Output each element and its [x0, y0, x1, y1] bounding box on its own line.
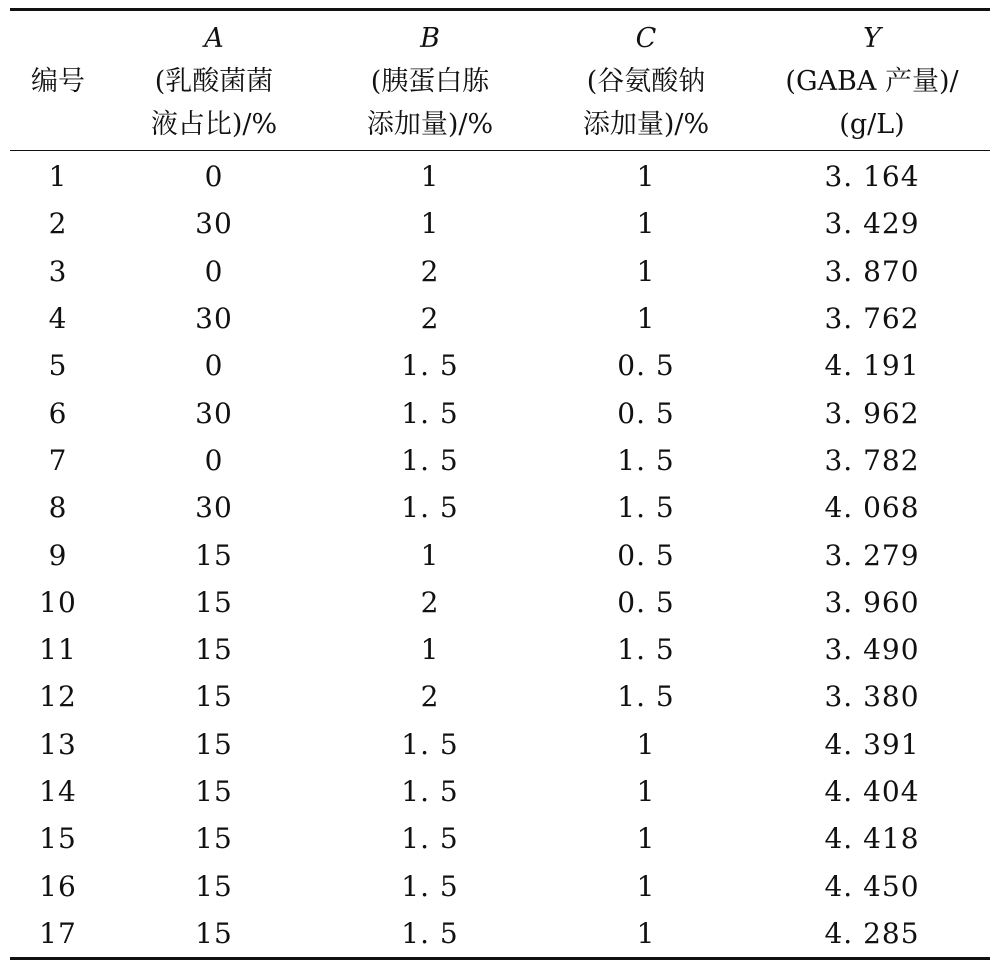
table-row — [10, 295, 990, 342]
header-factor-b — [322, 10, 538, 151]
cell-factor-b: 1. 5 — [401, 775, 459, 808]
results-table-container — [10, 8, 990, 960]
cell-response-y: 3. 490 — [824, 633, 920, 667]
cell-factor-a: 15 — [195, 680, 233, 714]
cell-factor-b: 1 — [420, 160, 440, 194]
cell-factor-c: 1 — [636, 207, 656, 241]
cell-factor-a: 15 — [195, 727, 233, 761]
header-line: (g/L) — [839, 109, 905, 140]
header-line: (GABA 产量)/ — [785, 66, 959, 97]
cell-response-y: 4. 418 — [824, 822, 920, 856]
cell-factor-b: 2 — [420, 254, 440, 288]
cell-factor-a: 15 — [195, 585, 233, 619]
cell-factor-c: 1 — [636, 160, 656, 194]
header-line — [10, 17, 106, 60]
cell-run-number: 16 — [39, 869, 77, 903]
cell-run-number: 9 — [48, 538, 68, 572]
cell-response-y: 4. 450 — [824, 869, 920, 903]
cell-run-number: 13 — [39, 727, 77, 761]
cell-factor-a: 30 — [195, 302, 233, 336]
header-line: 添加量)/% — [582, 109, 710, 140]
cell-factor-b: 1. 5 — [401, 349, 459, 383]
cell-factor-c: 1. 5 — [617, 680, 675, 714]
header-line: 液占比)/% — [150, 109, 278, 140]
table-row — [10, 815, 990, 862]
header-line — [10, 103, 106, 146]
table-row — [10, 579, 990, 626]
cell-run-number: 5 — [48, 349, 68, 383]
table-row — [10, 484, 990, 531]
cell-response-y: 3. 429 — [824, 207, 920, 241]
cell-run-number: 8 — [48, 491, 68, 525]
cell-factor-b: 1. 5 — [401, 491, 459, 525]
header-factor-a — [106, 10, 322, 151]
table-row — [10, 910, 990, 959]
cell-factor-c: 1. 5 — [617, 633, 675, 667]
table-row — [10, 862, 990, 909]
header-variable-letter: Y — [863, 23, 881, 54]
cell-run-number: 12 — [39, 680, 77, 714]
cell-factor-c: 1 — [636, 727, 656, 761]
cell-factor-a: 0 — [204, 349, 224, 383]
table-row — [10, 673, 990, 720]
cell-factor-b: 1. 5 — [401, 822, 459, 856]
cell-factor-a: 15 — [195, 916, 233, 950]
cell-factor-c: 0. 5 — [617, 349, 675, 383]
cell-run-number: 17 — [39, 916, 77, 950]
cell-response-y: 3. 380 — [824, 680, 920, 714]
cell-run-number: 2 — [48, 207, 68, 241]
cell-factor-b: 1 — [420, 207, 440, 241]
cell-response-y: 3. 279 — [824, 538, 920, 572]
header-variable-letter: C — [635, 23, 657, 54]
table-row — [10, 721, 990, 768]
table-row — [10, 531, 990, 578]
cell-factor-c: 1. 5 — [617, 491, 675, 525]
cell-factor-c: 1 — [636, 254, 656, 288]
cell-factor-a: 15 — [195, 822, 233, 856]
cell-factor-a: 15 — [195, 775, 233, 808]
cell-response-y: 3. 870 — [824, 254, 920, 288]
header-line: (乳酸菌菌 — [154, 66, 274, 97]
experiment-results-table — [10, 8, 990, 960]
cell-response-y: 4. 191 — [824, 349, 920, 383]
cell-factor-b: 2 — [420, 585, 440, 619]
cell-factor-b: 1. 5 — [401, 443, 459, 477]
cell-factor-a: 15 — [195, 869, 233, 903]
cell-factor-b: 1 — [420, 538, 440, 572]
cell-factor-c: 1. 5 — [617, 443, 675, 477]
cell-factor-b: 1. 5 — [401, 916, 459, 950]
cell-factor-c: 1 — [636, 869, 656, 903]
cell-factor-b: 2 — [420, 680, 440, 714]
cell-factor-a: 0 — [204, 160, 224, 194]
cell-response-y: 4. 068 — [824, 491, 920, 525]
cell-response-y: 3. 782 — [824, 443, 920, 477]
cell-factor-c: 1 — [636, 775, 656, 808]
header-line: 添加量)/% — [366, 109, 494, 140]
cell-run-number: 15 — [39, 822, 77, 856]
cell-factor-a: 30 — [195, 491, 233, 525]
table-row — [10, 437, 990, 484]
cell-response-y: 3. 962 — [824, 396, 920, 430]
header-line: 编号 — [31, 66, 85, 97]
cell-response-y: 4. 285 — [824, 916, 920, 950]
table-row — [10, 342, 990, 389]
header-row — [10, 10, 990, 151]
cell-factor-a: 15 — [195, 538, 233, 572]
header-run-number — [10, 10, 106, 151]
cell-factor-b: 1. 5 — [401, 727, 459, 761]
header-line: (胰蛋白胨 — [370, 66, 490, 97]
cell-factor-a: 30 — [195, 207, 233, 241]
cell-factor-a: 15 — [195, 633, 233, 667]
cell-factor-a: 30 — [195, 396, 233, 430]
cell-response-y: 4. 391 — [824, 727, 920, 761]
cell-run-number: 1 — [48, 160, 68, 194]
header-variable-letter: B — [420, 23, 440, 54]
table-row — [10, 626, 990, 673]
header-response-y — [754, 10, 990, 151]
table-row — [10, 389, 990, 436]
cell-response-y: 3. 762 — [824, 302, 920, 336]
cell-run-number: 14 — [39, 775, 77, 808]
table-row — [10, 768, 990, 815]
cell-run-number: 7 — [48, 443, 68, 477]
cell-response-y: 4. 404 — [824, 775, 920, 808]
cell-factor-b: 1 — [420, 633, 440, 667]
cell-run-number: 6 — [48, 396, 68, 430]
cell-run-number: 3 — [48, 254, 68, 288]
header-factor-c — [538, 10, 754, 151]
cell-factor-b: 1. 5 — [401, 396, 459, 430]
cell-response-y: 3. 164 — [824, 160, 920, 194]
cell-run-number: 4 — [48, 302, 68, 336]
table-header — [10, 10, 990, 151]
cell-factor-c: 1 — [636, 822, 656, 856]
cell-factor-c: 0. 5 — [617, 538, 675, 572]
table-row — [10, 200, 990, 247]
cell-factor-c: 1 — [636, 302, 656, 336]
header-variable-letter: A — [204, 23, 224, 54]
cell-factor-c: 0. 5 — [617, 396, 675, 430]
cell-factor-b: 1. 5 — [401, 869, 459, 903]
cell-response-y: 3. 960 — [824, 585, 920, 619]
table-body — [10, 151, 990, 959]
cell-run-number: 10 — [39, 585, 77, 619]
cell-factor-a: 0 — [204, 254, 224, 288]
table-row — [10, 248, 990, 295]
table-row — [10, 151, 990, 201]
cell-factor-b: 2 — [420, 302, 440, 336]
cell-run-number: 11 — [39, 633, 77, 667]
cell-factor-c: 1 — [636, 916, 656, 950]
cell-factor-a: 0 — [204, 443, 224, 477]
header-line: (谷氨酸钠 — [586, 66, 706, 97]
cell-factor-c: 0. 5 — [617, 585, 675, 619]
